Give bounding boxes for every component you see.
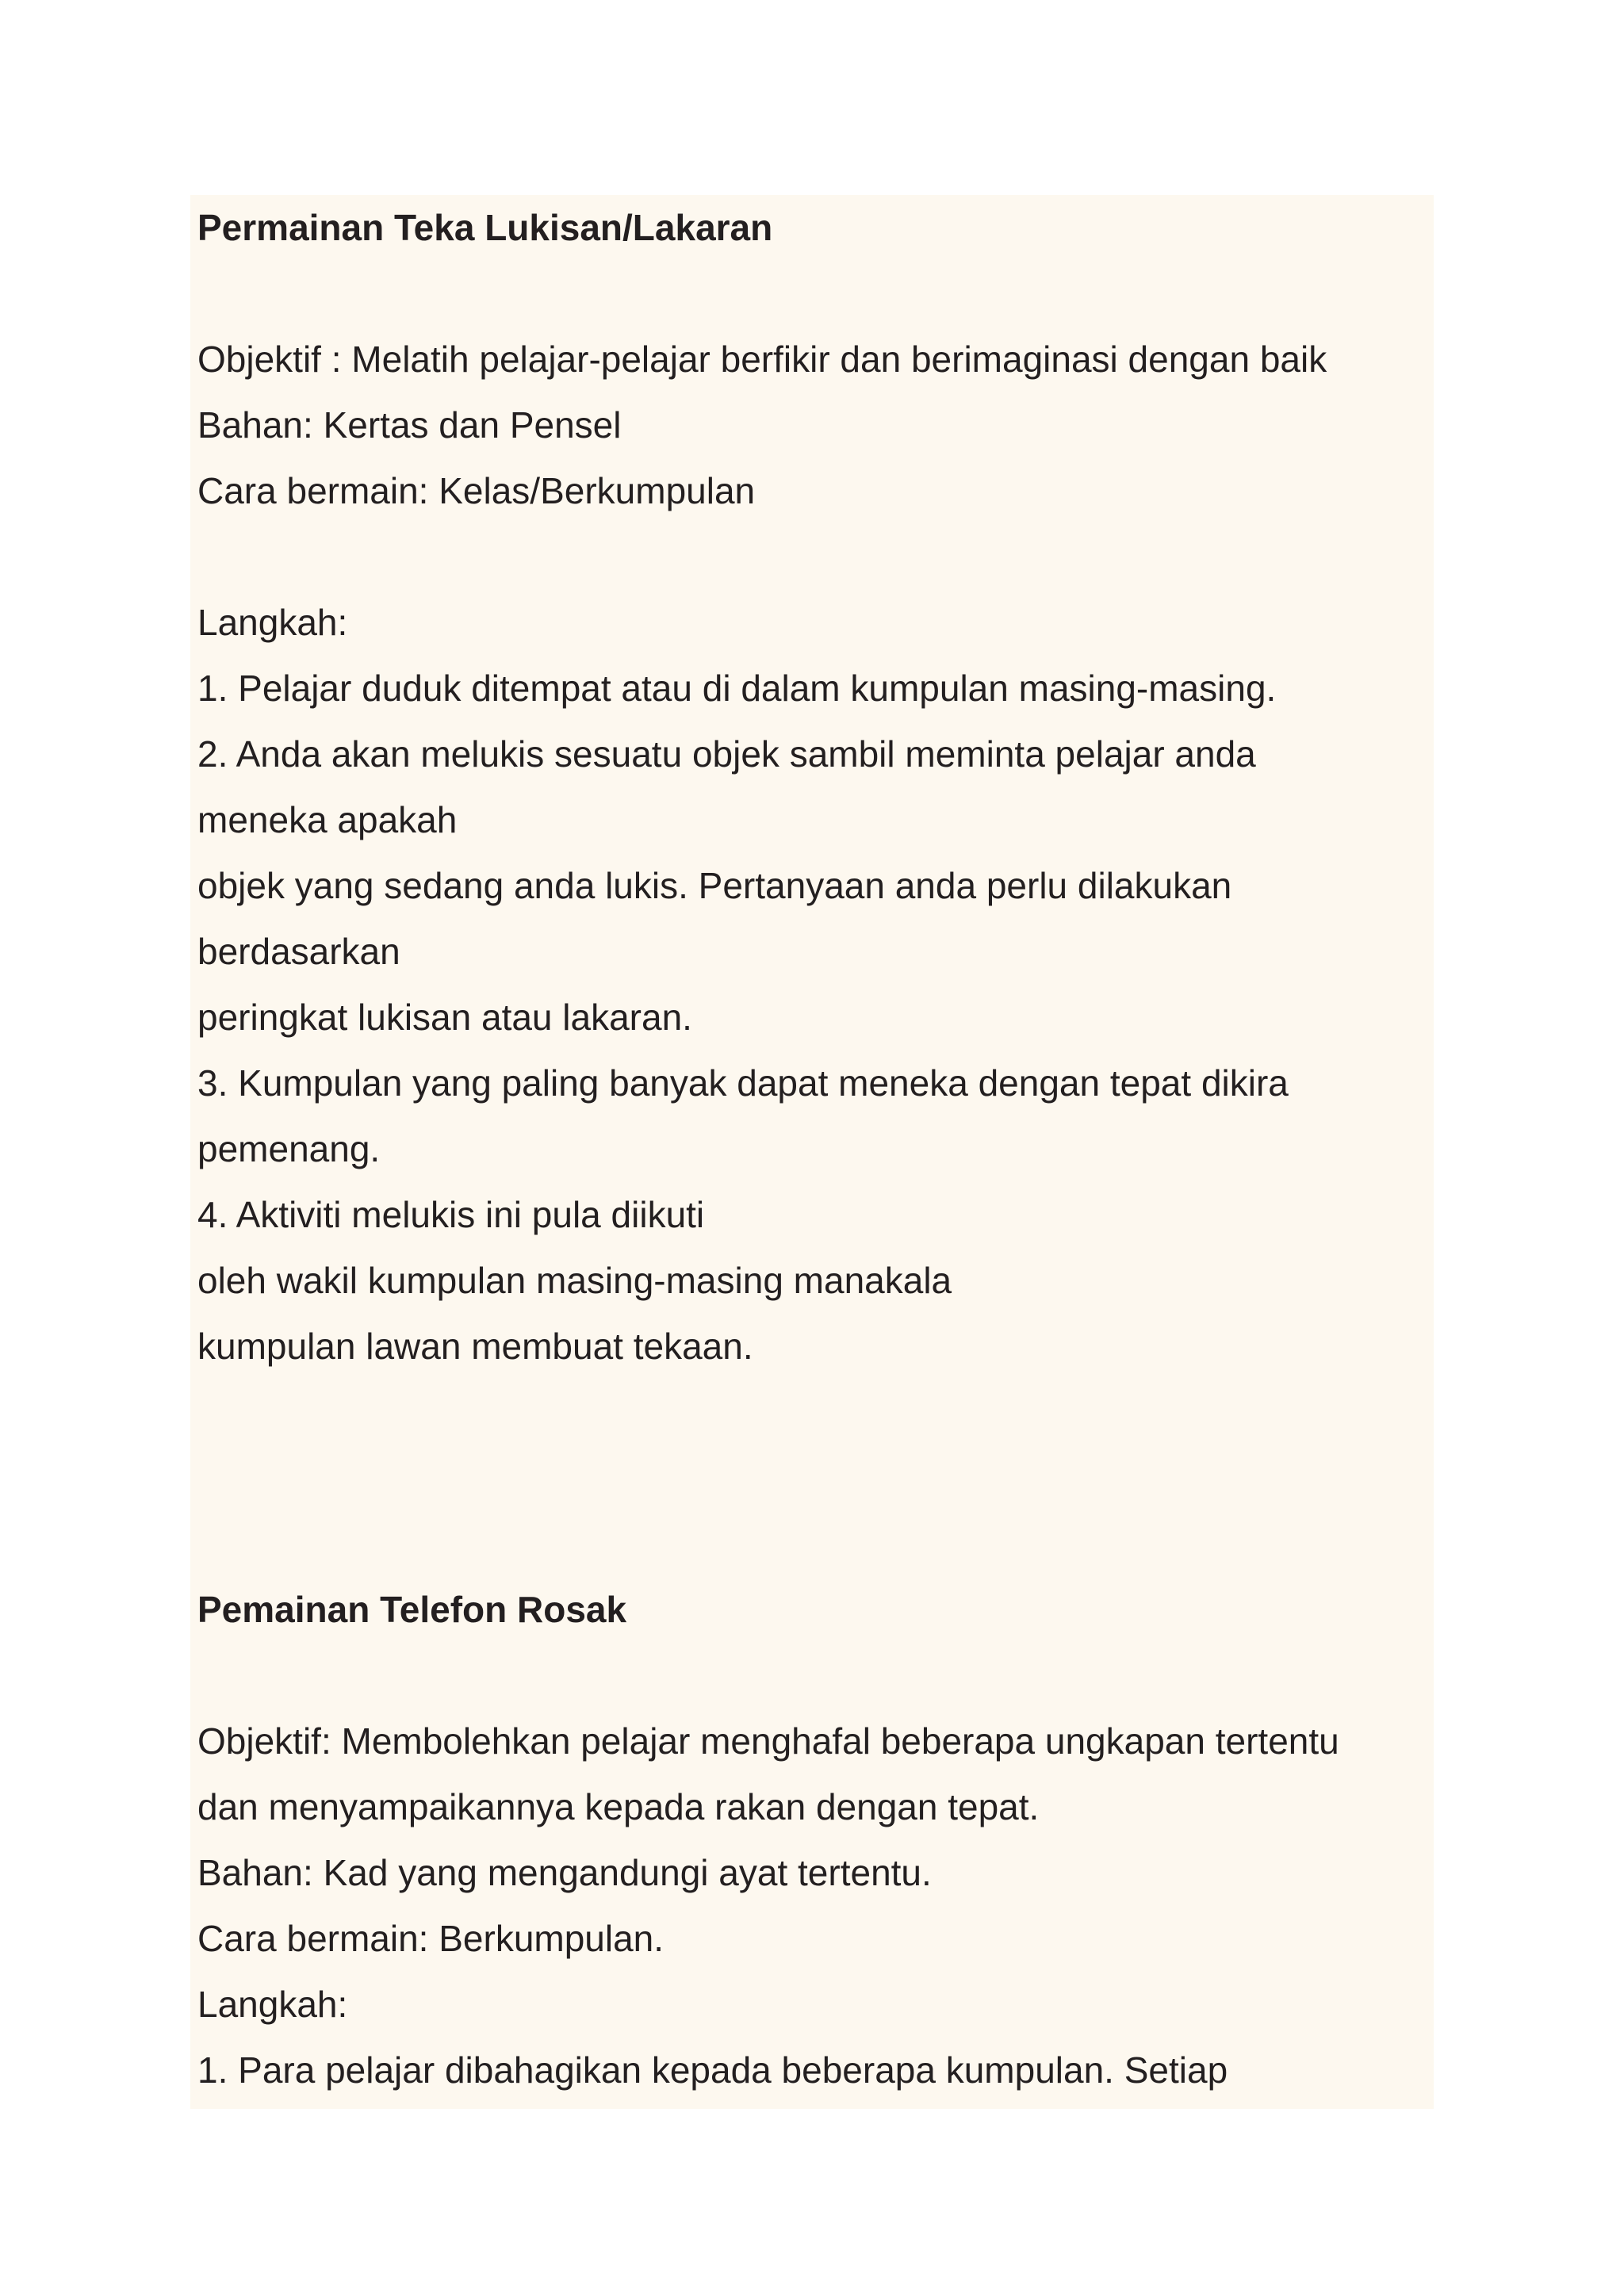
step-line: 1. Pelajar duduk ditempat atau di dalam kumpulan masing-masing. (197, 668, 1277, 709)
play-mode-text: Cara bermain: Kelas/Berkumpulan (197, 470, 756, 511)
step-line: 3. Kumpulan yang paling banyak dapat meneka dengan tepat dikira (197, 1062, 1289, 1104)
spacer (197, 261, 1427, 327)
step-line: peringkat lukisan atau lakaran. (197, 997, 692, 1038)
objective-text: Objektif : Melatih pelajar-pelajar berfikir dan berimaginasi dengan baik (197, 339, 1327, 380)
materials-text: Bahan: Kertas dan Pensel (197, 404, 622, 446)
step-line: 2. Anda akan melukis sesuatu objek sambil meminta pelajar anda (197, 733, 1256, 775)
steps-label: Langkah: (197, 1984, 348, 2025)
objective-text: Objektif: Membolehkan pelajar menghafal beberapa ungkapan tertentu (197, 1720, 1339, 1762)
step-line: objek yang sedang anda lukis. Pertanyaan anda perlu dilakukan (197, 865, 1232, 906)
step-line: pemenang. (197, 1128, 381, 1169)
steps-label: Langkah: (197, 602, 348, 643)
spacer (197, 1643, 1427, 1709)
objective-text: dan menyampaikannya kepada rakan dengan tepat. (197, 1786, 1040, 1827)
play-mode-text: Cara bermain: Berkumpulan. (197, 1918, 665, 1959)
materials-text: Bahan: Kad yang mengandungi ayat tertentu. (197, 1852, 932, 1893)
document-body (197, 195, 1427, 2103)
step-line: kumpulan lawan membuat tekaan. (197, 1326, 753, 1367)
step-line: berdasarkan (197, 931, 400, 972)
step-line: 1. Para pelajar dibahagikan kepada beberapa kumpulan. Setiap (197, 2049, 1228, 2091)
section-title-telefon-rosak: Pemainan Telefon Rosak (197, 1589, 627, 1630)
step-line: meneka apakah (197, 799, 458, 840)
section-title-teka-lukisan: Permainan Teka Lukisan/Lakaran (197, 207, 773, 248)
step-line: 4. Aktiviti melukis ini pula diikuti (197, 1194, 705, 1235)
spacer (197, 524, 1427, 590)
step-line: oleh wakil kumpulan masing-masing manakala (197, 1260, 952, 1301)
spacer (197, 1380, 1427, 1577)
